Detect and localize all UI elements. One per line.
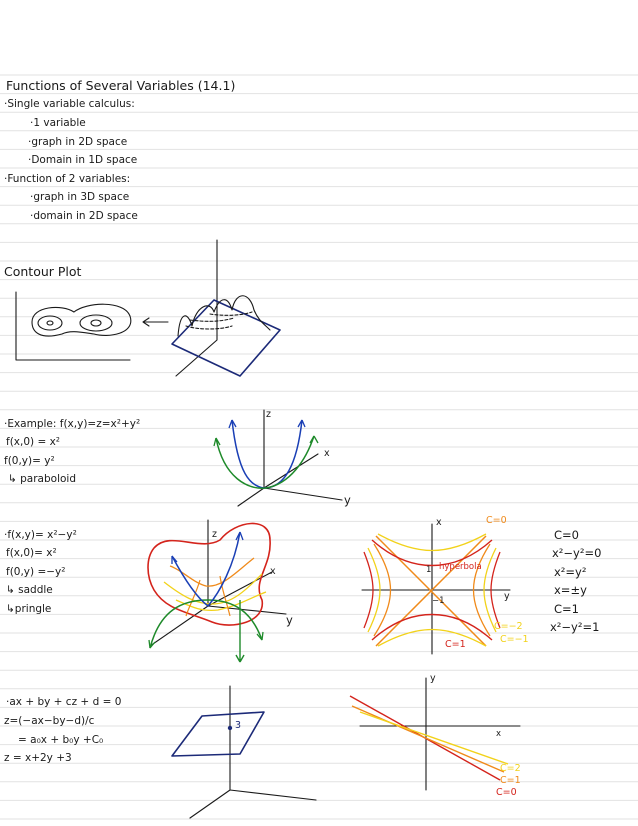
saddle-line-2: f(x,0)= x² bbox=[6, 547, 57, 559]
side-note-2: x²−y²=0 bbox=[552, 546, 602, 560]
hyperbola-x-label: x bbox=[436, 517, 442, 528]
example-line-1: ·Example: f(x,y)=z=x²+y² bbox=[4, 418, 141, 430]
single-variable-header: ·Single variable calculus: bbox=[4, 98, 135, 110]
plane-line-c2 bbox=[360, 712, 508, 764]
hyperbola-y-label: y bbox=[504, 591, 510, 602]
single-item-3: ·Domain in 1D space bbox=[28, 154, 138, 166]
plane-label-c2: C=2 bbox=[500, 763, 521, 774]
example-line-2: f(x,0) = x² bbox=[6, 436, 61, 448]
plane-line-1: ·ax + by + cz + d = 0 bbox=[6, 696, 122, 708]
two-variable-header: ·Function of 2 variables: bbox=[4, 173, 131, 185]
side-note-6: x²−y²=1 bbox=[550, 620, 600, 634]
saddle-line-3: f(0,y) =−y² bbox=[6, 566, 66, 578]
tick-minus-one: −1 bbox=[432, 596, 445, 606]
plane-label-c1: C=1 bbox=[500, 775, 521, 786]
saddle-x-label: x bbox=[270, 566, 276, 577]
plane-point-label: 3 bbox=[235, 720, 242, 731]
label-c0-top: C=0 bbox=[486, 515, 507, 526]
paraboloid-z-label: z bbox=[266, 409, 271, 420]
single-item-2: ·graph in 2D space bbox=[28, 136, 128, 148]
plane-line-c1 bbox=[352, 706, 504, 772]
plane-line-3: = a₀x + b₀y +C₀ bbox=[18, 734, 104, 746]
page-title: Functions of Several Variables (14.1) bbox=[6, 78, 236, 93]
single-item-1: ·1 variable bbox=[30, 117, 86, 129]
side-note-3: x²=y² bbox=[554, 565, 587, 579]
example-line-3: f(0,y)= y² bbox=[4, 455, 55, 467]
plane-line-4: z = x+2y +3 bbox=[4, 752, 72, 764]
label-hyperbola: hyperbola bbox=[439, 562, 482, 572]
plane-contour-y-label: y bbox=[430, 673, 436, 684]
paraboloid-y-label: y bbox=[344, 493, 351, 507]
tick-one: 1 bbox=[426, 565, 432, 575]
plane-label-c0: C=0 bbox=[496, 787, 517, 798]
example-line-4: ↳ paraboloid bbox=[8, 473, 76, 485]
contour-heading: Contour Plot bbox=[4, 264, 82, 279]
saddle-line-4: ↳ saddle bbox=[6, 584, 53, 596]
saddle-y-label: y bbox=[286, 613, 293, 627]
side-note-5: C=1 bbox=[554, 602, 579, 616]
saddle-line-5: ↳pringle bbox=[6, 603, 52, 615]
saddle-z-label: z bbox=[212, 529, 217, 540]
side-note-1: C=0 bbox=[554, 528, 579, 542]
plane-line-2: z=(−ax−by−d)/c bbox=[4, 715, 95, 727]
label-c-minus-2: C=−2 bbox=[494, 621, 523, 632]
two-var-item-1: ·graph in 3D space bbox=[30, 191, 130, 203]
paraboloid-x-label: x bbox=[324, 448, 330, 459]
saddle-line-1: ·f(x,y)= x²−y² bbox=[4, 529, 77, 541]
label-c1: C=1 bbox=[445, 639, 466, 650]
side-note-4: x=±y bbox=[554, 583, 587, 597]
label-c-minus-1: C=−1 bbox=[500, 634, 529, 645]
plane-contour-x-label: x bbox=[496, 729, 502, 739]
two-var-item-2: ·domain in 2D space bbox=[30, 210, 138, 222]
